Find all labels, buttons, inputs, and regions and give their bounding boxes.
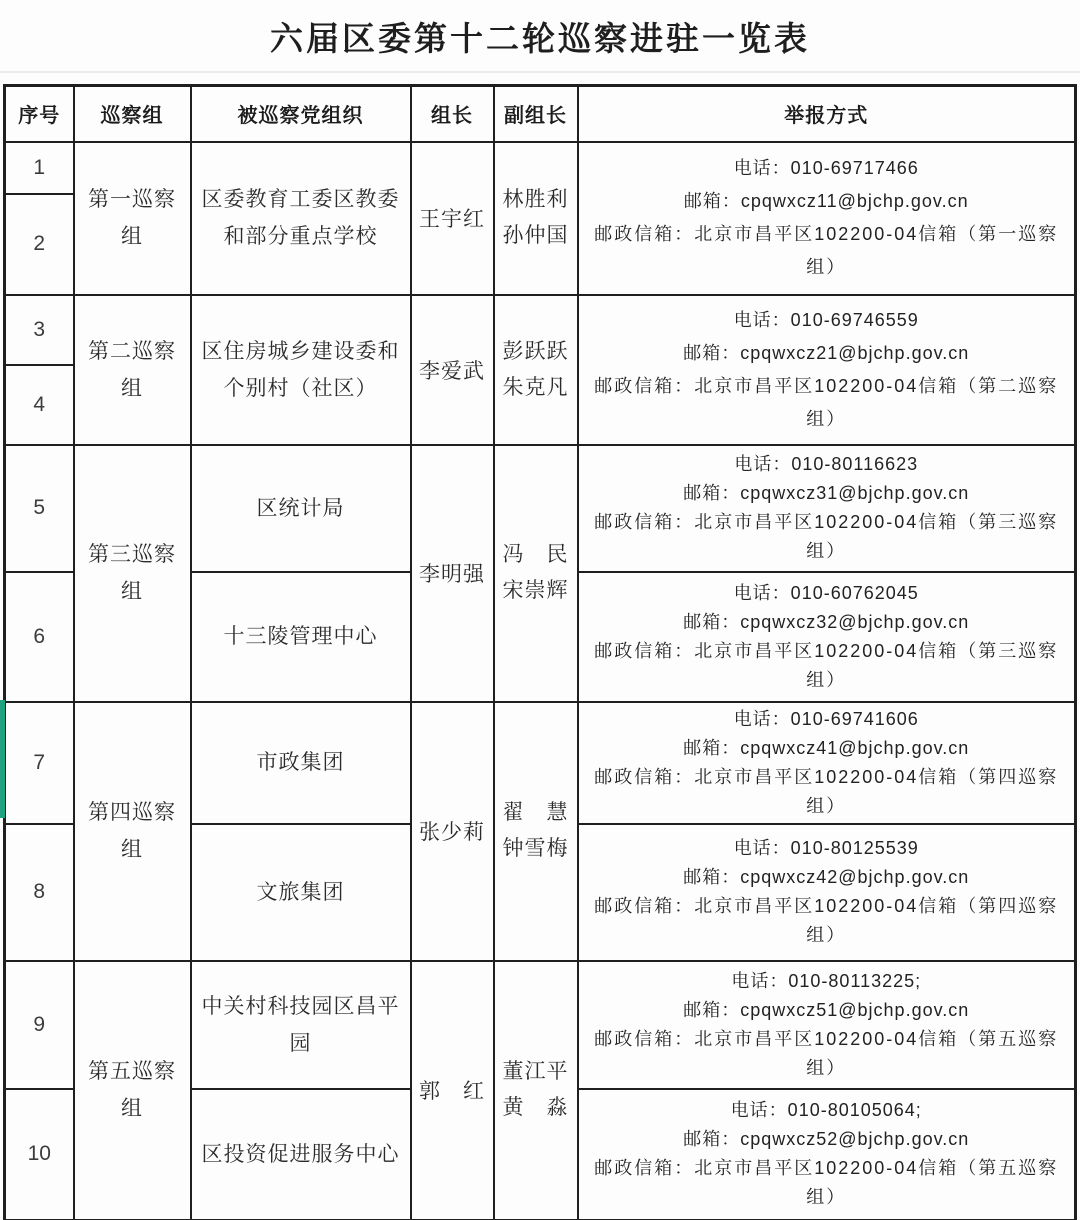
contact-cell	[578, 961, 1076, 1089]
contact-cell	[578, 824, 1076, 961]
title-divider	[0, 71, 1080, 73]
contact-cell	[578, 142, 1076, 295]
contact-email: 邮箱：cpqwxcz42@bjchp.gov.cn	[683, 867, 970, 887]
org-cell: 区委教育工委区教委和部分重点学校	[191, 142, 411, 295]
contact-postal: 邮政信箱：北京市昌平区102200-04信箱（第三巡察组）	[594, 512, 1059, 561]
contact-email: 邮箱：cpqwxcz41@bjchp.gov.cn	[683, 737, 970, 758]
seq-cell: 4	[5, 365, 74, 445]
group-cell: 第四巡察组	[74, 702, 191, 961]
contact-email: 邮箱：cpqwxcz32@bjchp.gov.cn	[683, 611, 970, 632]
contact-email: 邮箱：cpqwxcz21@bjchp.gov.cn	[683, 342, 970, 363]
inspection-roster-table	[3, 84, 1077, 1220]
leader-cell: 张少莉	[411, 702, 494, 961]
page-title: 六届区委第十二轮巡察进驻一览表	[270, 22, 810, 58]
col-header-leader: 组长	[411, 86, 494, 142]
seq-cell: 3	[5, 295, 74, 365]
org-cell: 中关村科技园区昌平园	[191, 961, 411, 1089]
seq-cell: 10	[5, 1089, 74, 1220]
col-header-org: 被巡察党组织	[191, 86, 411, 142]
contact-postal: 邮政信箱：北京市昌平区102200-04信箱（第五巡察组）	[594, 1028, 1059, 1078]
org-cell: 区住房城乡建设委和个别村（社区）	[191, 295, 411, 445]
org-cell: 区统计局	[191, 445, 411, 572]
contact-email: 邮箱：cpqwxcz52@bjchp.gov.cn	[683, 1129, 970, 1150]
group-cell: 第二巡察组	[74, 295, 191, 445]
contact-postal: 邮政信箱：北京市昌平区102200-04信箱（第三巡察组）	[594, 640, 1059, 690]
org-cell: 市政集团	[191, 702, 411, 824]
deputy-name: 宋崇辉	[502, 579, 569, 602]
seq-cell: 6	[5, 572, 74, 702]
deputy-name: 孙仲国	[502, 224, 569, 247]
contact-postal: 邮政信箱：北京市昌平区102200-04信箱（第四巡察组）	[594, 896, 1059, 945]
org-cell: 十三陵管理中心	[191, 572, 411, 702]
deputy-cell	[494, 961, 578, 1220]
contact-cell	[578, 702, 1076, 824]
leader-cell: 王宇红	[411, 142, 494, 295]
org-cell: 文旅集团	[191, 824, 411, 961]
contact-cell	[578, 445, 1076, 572]
group-cell: 第三巡察组	[74, 445, 191, 702]
deputy-cell	[494, 702, 578, 961]
deputy-cell	[494, 295, 578, 445]
seq-cell: 9	[5, 961, 74, 1089]
deputy-name: 彭跃跃	[502, 339, 569, 363]
contact-cell	[578, 572, 1076, 702]
deputy-name: 钟雪梅	[502, 837, 569, 860]
contact-postal: 邮政信箱：北京市昌平区102200-04信箱（第一巡察组）	[594, 224, 1059, 277]
seq-cell: 2	[5, 194, 74, 295]
org-cell: 区投资促进服务中心	[191, 1089, 411, 1220]
contact-phone: 电话：010-80105064;	[730, 1100, 922, 1121]
contact-postal: 邮政信箱：北京市昌平区102200-04信箱（第二巡察组）	[594, 375, 1059, 429]
deputy-name: 翟 慧	[502, 801, 569, 824]
contact-phone: 电话：010-69746559	[733, 309, 919, 330]
contact-phone: 电话：010-80113225;	[731, 970, 922, 991]
contact-postal: 邮政信箱：北京市昌平区102200-04信箱（第四巡察组）	[594, 766, 1059, 816]
contact-phone: 电话：010-60762045	[733, 582, 919, 603]
deputy-name: 冯 民	[502, 543, 569, 566]
group-cell: 第五巡察组	[74, 961, 191, 1220]
contact-email: 邮箱：cpqwxcz51@bjchp.gov.cn	[683, 999, 970, 1020]
deputy-name: 董江平	[502, 1060, 569, 1084]
contact-phone: 电话：010-80116623	[734, 454, 919, 474]
col-header-seq: 序号	[5, 86, 74, 142]
seq-cell: 5	[5, 445, 74, 572]
scan-accent-stripe	[0, 700, 5, 818]
contact-phone: 电话：010-80125539	[733, 838, 919, 858]
seq-cell: 8	[5, 824, 74, 961]
leader-cell: 李明强	[411, 445, 494, 702]
deputy-name: 朱克凡	[502, 375, 569, 399]
col-header-contact: 举报方式	[578, 86, 1076, 142]
group-cell: 第一巡察组	[74, 142, 191, 295]
contact-phone: 电话：010-69717466	[733, 158, 919, 178]
col-header-deputy: 副组长	[494, 86, 578, 142]
seq-cell: 7	[5, 702, 74, 824]
deputy-name: 黄 淼	[502, 1096, 569, 1120]
leader-cell: 郭 红	[411, 961, 494, 1220]
deputy-cell	[494, 445, 578, 702]
contact-cell	[578, 295, 1076, 445]
contact-cell	[578, 1089, 1076, 1220]
deputy-name: 林胜利	[502, 188, 569, 211]
seq-cell: 1	[5, 142, 74, 194]
contact-postal: 邮政信箱：北京市昌平区102200-04信箱（第五巡察组）	[594, 1158, 1059, 1208]
col-header-group: 巡察组	[74, 86, 191, 142]
deputy-cell	[494, 142, 578, 295]
contact-email: 邮箱：cpqwxcz31@bjchp.gov.cn	[683, 483, 970, 503]
contact-email: 邮箱：cpqwxcz11@bjchp.gov.cn	[683, 191, 969, 211]
leader-cell: 李爱武	[411, 295, 494, 445]
contact-phone: 电话：010-69741606	[733, 708, 919, 729]
